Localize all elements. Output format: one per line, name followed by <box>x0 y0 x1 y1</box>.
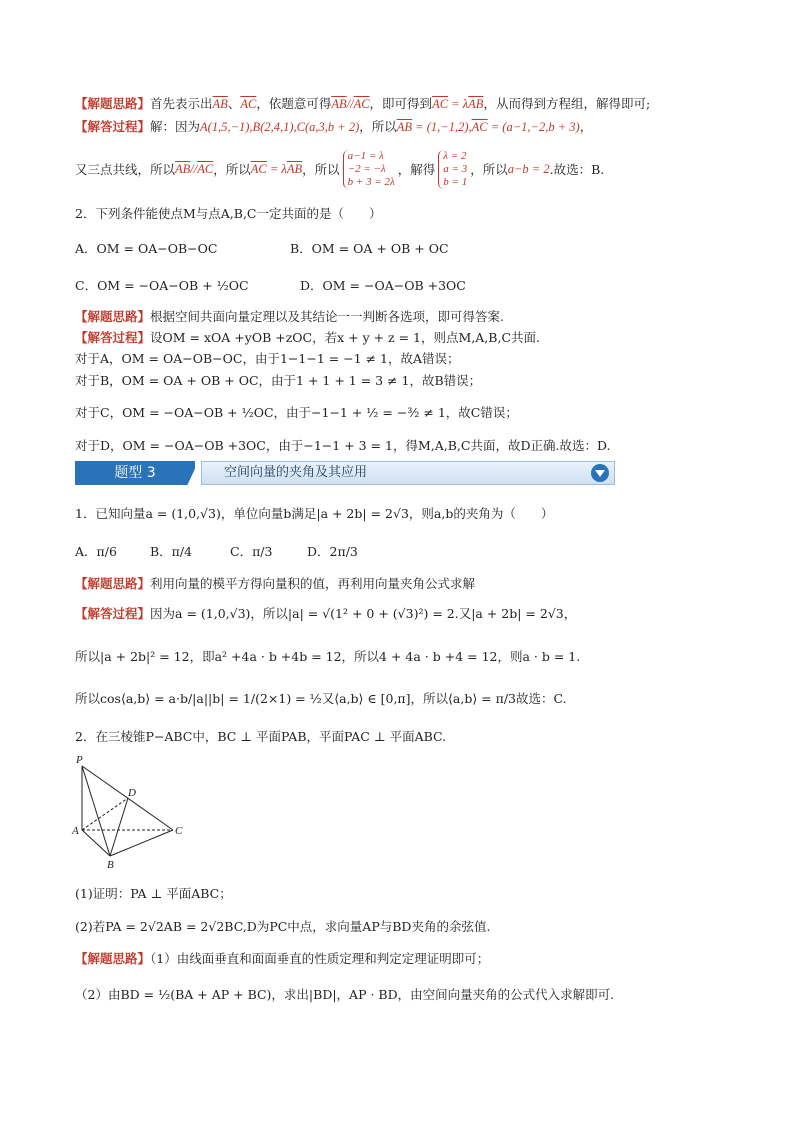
q3-thinking: 【解题思路】利用向量的模平方得向量积的值，再利用向量夹角公式求解 <box>75 576 476 591</box>
q2-thinking: 【解题思路】根据空间共面向量定理以及其结论一一判断各选项，即可得答案. <box>75 309 504 324</box>
label-p: P <box>76 754 83 766</box>
q3-option-a: A．π/6 <box>75 544 117 559</box>
banner-title: 空间向量的夹角及其应用 <box>201 461 615 485</box>
q2-d-line: 对于D，OM = −OA−OB +3OC，由于−1−1 + 3 = 1，得M,A,B,C共面，故D正确.故选：D. <box>75 438 611 453</box>
banner-type-label: 题型 3 <box>75 461 195 485</box>
q2-option-d: D．OM = −OA−OB +3OC <box>300 278 466 293</box>
q4-thinking: 【解题思路】（1）由线面垂直和面面垂直的性质定理和判定定理证明即可； <box>75 951 490 966</box>
label-a: A <box>72 825 79 837</box>
q2-option-b: B．OM = OA + OB + OC <box>290 241 449 256</box>
q4-part1: (1)证明：PA ⊥ 平面ABC； <box>75 886 232 901</box>
p1-line3: 又三点共线，所以$\overline{AB}//\overline{AC}$，所以$\overline{AC} = \lambda\overline{AB}$，所以 a−1 = λ −2 = −λ b + 3 = 2λ ，解得 λ = 2 a = 3 b = 1 ，所以a−b = 2.故选：B. <box>75 150 605 188</box>
label-d: D <box>128 787 136 799</box>
q2-a-line: 对于A，OM = OA−OB−OC，由于1−1−1 = −1 ≠ 1，故A错误； <box>75 351 460 366</box>
p1-process-line: 【解答过程】解：因为A(1,5,−1),B(2,4,1),C(a,3,b + 2)，所以$\overline{AB} = (1,-1,2),\overline{AC} = (a-1,-2,b + 3)$， <box>75 119 593 134</box>
thinking-label: 【解题思路】 <box>75 96 151 111</box>
process-label: 【解答过程】 <box>75 119 151 134</box>
q4-thinking2: （2）由BD = ½(BA + AP + BC)，求出|BD|，AP · BD，由空间向量夹角的公式代入求解即可. <box>75 987 615 1002</box>
q3-line3: 所以cos⟨a,b⟩ = a·b/|a||b| = 1/(2×1) = ½又⟨a,b⟩ ∈ [0,π]，所以⟨a,b⟩ = π/3故选：C. <box>75 691 567 706</box>
q4-stem: 2．在三棱锥P−ABC中，BC ⊥ 平面PAB，平面PAC ⊥ 平面ABC. <box>75 729 447 744</box>
pyramid-diagram <box>70 752 195 870</box>
q3-process: 【解答过程】因为a = (1,0,√3)，所以|a| = √(1² + 0 + (√3)²) = 2.又|a + 2b| = 2√3， <box>75 606 577 621</box>
q2-stem: 2．下列条件能使点M与点A,B,C一定共面的是（ ） <box>75 206 382 221</box>
q2-option-a: A．OM = OA−OB−OC <box>75 241 218 256</box>
label-b: B <box>107 859 114 870</box>
q4-part2: (2)若PA = 2√2AB = 2√2BC,D为PC中点，求向量AP与BD夹角的余弦值. <box>75 919 491 934</box>
q2-process: 【解答过程】设OM = xOA +yOB +zOC，若x + y + z = 1，则点M,A,B,C共面. <box>75 330 540 345</box>
chevron-down-icon[interactable] <box>591 464 609 482</box>
q3-option-b: B．π/4 <box>150 544 193 559</box>
q2-b-line: 对于B，OM = OA + OB + OC，由于1 + 1 + 1 = 3 ≠ 1，故B错误； <box>75 373 482 388</box>
p1-thinking-line: 【解题思路】首先表示出$\overline{AB}$、$\overline{AC}$，依题意可得$\overline{AB}//\overline{AC}$，即可得到$\overline{AC} = \lambda\overline{AB}$，从而得到方程组，解得即可; <box>75 96 651 111</box>
q3-stem: 1．已知向量a = (1,0,√3)，单位向量b满足|a + 2b| = 2√3，则a,b的夹角为（ ） <box>75 506 554 521</box>
q3-option-d: D．2π/3 <box>307 544 358 559</box>
q3-line2: 所以|a + 2b|² = 12，即a² +4a · b +4b = 12，所以4 + 4a · b +4 = 12，则a · b = 1. <box>75 649 581 664</box>
q3-option-c: C．π/3 <box>230 544 273 559</box>
label-c: C <box>175 825 183 837</box>
q2-option-c: C．OM = −OA−OB + ½OC <box>75 278 249 293</box>
q2-c-line: 对于C，OM = −OA−OB + ½OC，由于−1−1 + ½ = −³⁄₂ ≠ 1，故C错误； <box>75 405 518 420</box>
section-banner <box>75 461 615 485</box>
